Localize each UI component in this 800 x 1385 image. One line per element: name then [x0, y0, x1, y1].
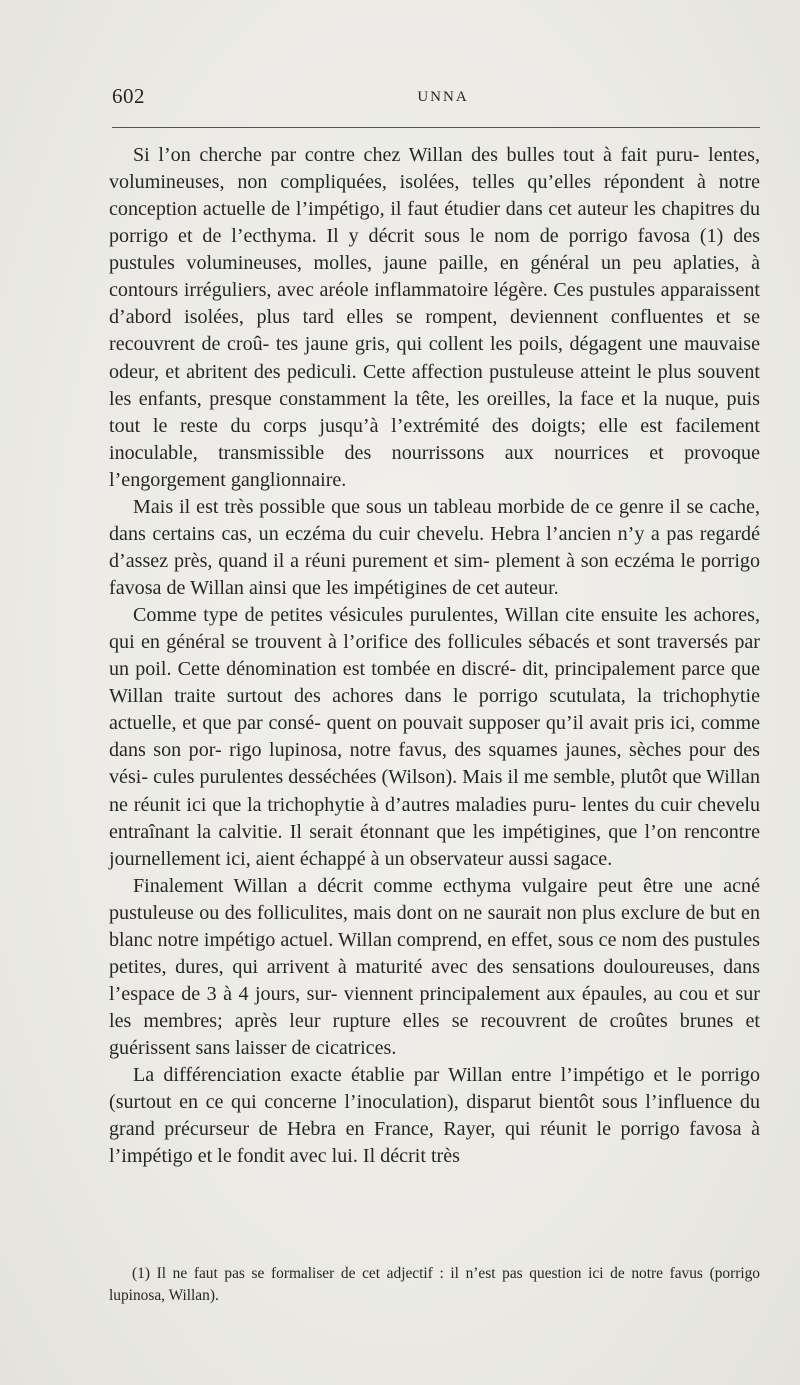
paragraph: La différenciation exacte établie par Willan entre l’impétigo et le porrigo (surtout en ce qui concerne l’inoculation), disparut bientôt sous l’influence du grand précurseur de Hebra en France, Rayer, qui réunit le porrigo favosa à l’impétigo et le fondit avec lui. Il décrit très — [109, 1064, 760, 1168]
running-head: UNNA — [417, 89, 469, 105]
footnote: (1) Il ne faut pas se formaliser de cet adjectif : il n’est pas question ici de notre favus (porrigo lupinosa, Willan). — [109, 1265, 760, 1304]
header-rule — [112, 127, 760, 128]
body-text — [109, 142, 760, 1170]
page-number: 602 — [112, 84, 145, 108]
paragraph: Mais il est très possible que sous un tableau morbide de ce genre il se cache, dans certains cas, un eczéma du cuir chevelu. Hebra l’ancien n’y a pas regardé d’assez près, quand il a réuni purement et sim- plement à son eczéma le porrigo favosa de Willan ainsi que les impétigines de cet auteur. — [109, 495, 760, 599]
paragraph: Finalement Willan a décrit comme ecthyma vulgaire peut être une acné pustuleuse ou des folliculites, mais dont on ne saurait non plus exclure de but en blanc notre impétigo actuel. Willan comprend, en effet, sous ce nom des pustules petites, dures, qui arrivent à maturité avec des sensations douloureuses, dans l’espace de 3 à 4 jours, sur- viennent principalement aux épaules, au cou et sur les membres; après leur rupture elles se recouvrent de croûtes brunes et guérissent sans laisser de cicatrices. — [109, 874, 760, 1060]
paragraph: Si l’on cherche par contre chez Willan des bulles tout à fait puru- lentes, volumineuses, non compliquées, isolées, telles qu’elles répondent à notre conception actuelle de l’impétigo, il faut étudier dans cet auteur les chapitres du porrigo et de l’ecthyma. Il y décrit sous le nom de porrigo favosa (1) des pustules volumineuses, molles, jaune paille, en général un peu aplaties, à contours irréguliers, avec aréole inflammatoire légère. Ces pustules apparaissent d’abord isolées, plus tard elles se rompent, deviennent confluentes et se recouvrent de croû- tes jaune gris, qui collent les poils, dégagent une mauvaise odeur, et abritent des pediculi. Cette affection pustuleuse atteint le plus souvent les enfants, presque constamment la tête, les oreilles, la face et la nuque, puis tout le reste du corps jusqu’à l’extrémité des doigts; elle est facilement inoculable, transmissible des nourrissons aux nourrices et provoque l’engorgement ganglionnaire. — [109, 144, 760, 491]
paragraph: Comme type de petites vésicules purulentes, Willan cite ensuite les achores, qui en général se trouvent à l’orifice des follicules sébacés et sont traversés par un poil. Cette dénomination est tombée en discré- dit, principalement parce que Willan traite surtout des achores dans le porrigo scutulata, la trichophytie actuelle, et que par consé- quent on pouvait supposer qu’il avait pris ici, comme dans son por- rigo lupinosa, notre favus, des squames jaunes, sèches pour des vési- cules purulentes desséchées (Wilson). Mais il me semble, plutôt que Willan ne réunit ici que la trichophytie à d’autres maladies puru- lentes du cuir chevelu entraînant la calvitie. Il serait étonnant que les impétigines, que l’on rencontre journellement ici, aient échappé à un observateur aussi sagace. — [109, 604, 760, 870]
page-header — [112, 84, 760, 114]
footnotes — [109, 1263, 760, 1307]
